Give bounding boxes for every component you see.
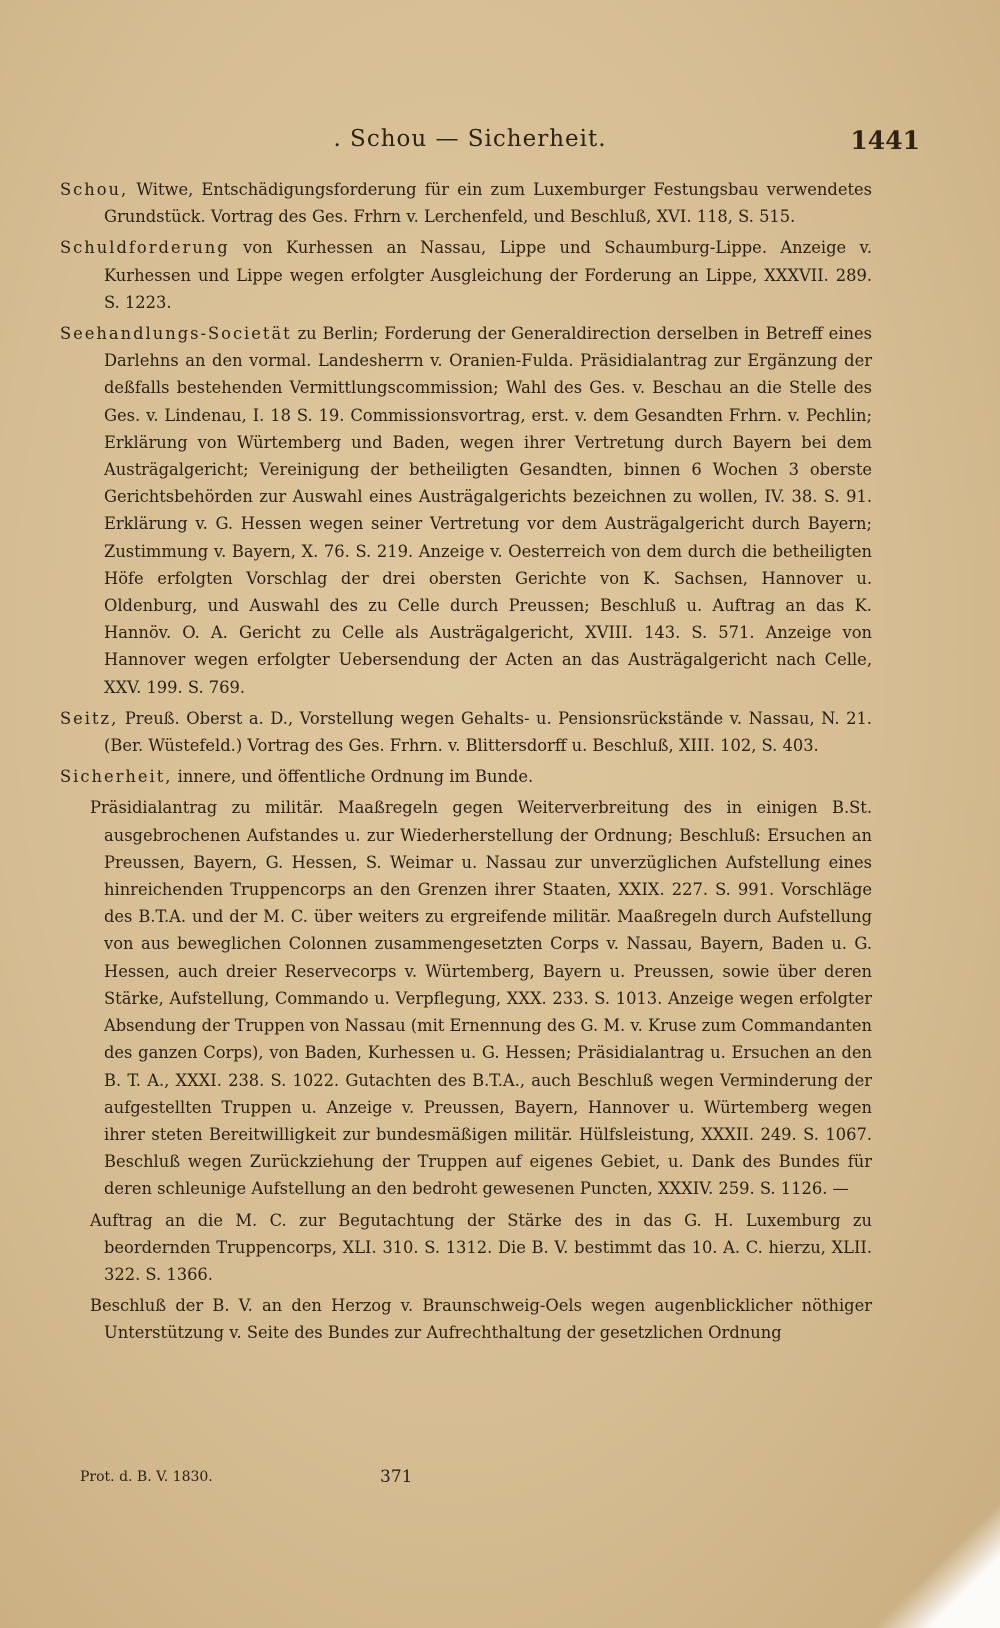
entry-lemma: Schou, [60,180,129,199]
index-entry-sicherheit [60,763,872,790]
entry-text: zu Berlin; Forderung der Generaldirection derselben in Betreff eines Darlehns an den vormal. Landesherrn v. Oranien-Fulda. Präsidialantrag zur Ergänzung der deßfalls bestehenden Vermittlungscommission; Wahl des Ges. v. Beschau an die Stelle des Ges. v. Lindenau, I. 18 S. 19. Commissionsvortrag, erst. v. dem Gesandten Frhrn. v. Pechlin; Erklärung von Würtemberg und Baden, wegen ihrer Vertretung durch Bayern bei dem Austrägalgericht; Vereinigung der betheiligten Gesandten, binnen 6 Wochen 3 oberste Gerichtsbehörden zur Auswahl eines Austrägalgerichts bezeichnen zu wollen, IV. 38. S. 91. Erklärung v. G. Hessen wegen seiner Vertretung vor dem Austrägalgericht durch Bayern; Zustimmung v. Bayern, X. 76. S. 219. Anzeige v. Oesterreich von dem durch die betheiligten Höfe erfolgten Vorschlag der drei obersten Gerichte von K. Sachsen, Hannover u. Oldenburg, und Auswahl des zu Celle durch Preussen; Beschluß u. Auftrag an das K. Hannöv. O. A. Gericht zu Celle als Austrägalgericht, XVIII. 143. S. 571. Anzeige von Hannover wegen erfolgter Uebersendung der Acten an das Austrägalgericht nach Celle, XXV. 199. S. 769. [104,324,872,697]
running-head: . Schou — Sicherheit. [333,126,607,152]
index-entry-seehandlungs-societaet [60,320,872,701]
entry-lemma: Schuldforderung [60,238,230,258]
index-entry-seitz [60,705,872,759]
page-number: 1441 [850,126,920,155]
page-header [60,126,920,162]
sub-paragraph: Auftrag an die M. C. zur Begutachtung der Stärke des in das G. H. Luxemburg zu beordernden Truppencorps, XLI. 310. S. 1312. Die B. V. bestimmt das 10. A. C. hierzu, XLII. 322. S. 1366. [90,1210,872,1284]
entry-text: innere, und öffentliche Ordnung im Bunde. [172,767,534,787]
entry-text: Preuß. Oberst a. D., Vorstellung wegen Gehalts- u. Pensionsrückstände v. Nassau, N. 21. (Ber. Wüstefeld.) Vortrag des Ges. Frhrn. v. Blittersdorff u. Beschluß, XIII. 102, S. 403. [104,708,872,756]
page-footer [80,1467,840,1491]
entry-text: Witwe, Entschädigungsforderung für ein zum Luxemburger Festungsbau verwendetes Grundstück. Vortrag des Ges. Frhrn v. Lerchenfeld, und Beschluß, XVI. 118, S. 515. [104,180,872,227]
footer-signature: Prot. d. B. V. 1830. [80,1469,213,1485]
sub-paragraph: Beschluß der B. V. an den Herzog v. Braunschweig-Oels wegen augenblicklicher nöthiger Unterstützung v. Seite des Bundes zur Aufrechthaltung der gesetzlichen Ordnung [90,1296,872,1343]
index-entry-schuldforderung [60,234,872,316]
footer-sheet-number: 371 [380,1467,413,1487]
entry-lemma: Seitz, [60,708,119,728]
sub-paragraph: Präsidialantrag zu militär. Maaßregeln gegen Weiterverbreitung des in einigen B.St. ausgebrochenen Aufstandes u. zur Wiederherstellung der Ordnung; Beschluß: Ersuchen an Preussen, Bayern, G. Hessen, S. Weimar u. Nassau zur unverzüglichen Aufstellung eines hinreichenden Truppencorps an den Grenzen ihrer Staaten, XXIX. 227. S. 991. Vorschläge des B.T.A. und der M. C. über weiters zu ergreifende militär. Maaßregeln durch Aufstellung von aus beweglichen Colonnen zusammengesetzten Corps v. Nassau, Bayern, Baden u. G. Hessen, auch dreier Reservecorps v. Würtemberg, Bayern u. Preussen, sowie über deren Stärke, Aufstellung, Commando u. Verpflegung, XXX. 233. S. 1013. Anzeige wegen erfolgter Absendung der Truppen von Nassau (mit Ernennung des G. M. v. Kruse zum Commandanten des ganzen Corps), von Baden, Kurhessen u. G. Hessen; Präsidialantrag u. Ersuchen an den B. T. A., XXXI. 238. S. 1022. Gutachten des B.T.A., auch Beschluß wegen Verminderung der aufgestellten Truppen u. Anzeige v. Preussen, Bayern, Hannover u. Würtemberg wegen ihrer steten Bereitwilligkeit zur bundesmäßigen militär. Hülfsleistung, XXXII. 249. S. 1067. Beschluß wegen Zurückziehung der Truppen auf eigenes Gebiet, u. Dank des Bundes für deren schleunige Aufstellung an den bedroht gewesenen Puncten, XXXIV. 259. S. 1126. — [90,798,872,1199]
index-entry-schou [60,176,872,230]
entry-text: von Kurhessen an Nassau, Lippe und Schaumburg-Lippe. Anzeige v. Kurhessen und Lippe wegen erfolgter Ausgleichung der Forderung an Lippe, XXXVII. 289. S. 1223. [104,238,872,312]
entry-lemma: Seehandlungs-Societät [60,324,292,344]
entry-lemma: Sicherheit, [60,767,173,787]
index-content [60,176,872,1351]
